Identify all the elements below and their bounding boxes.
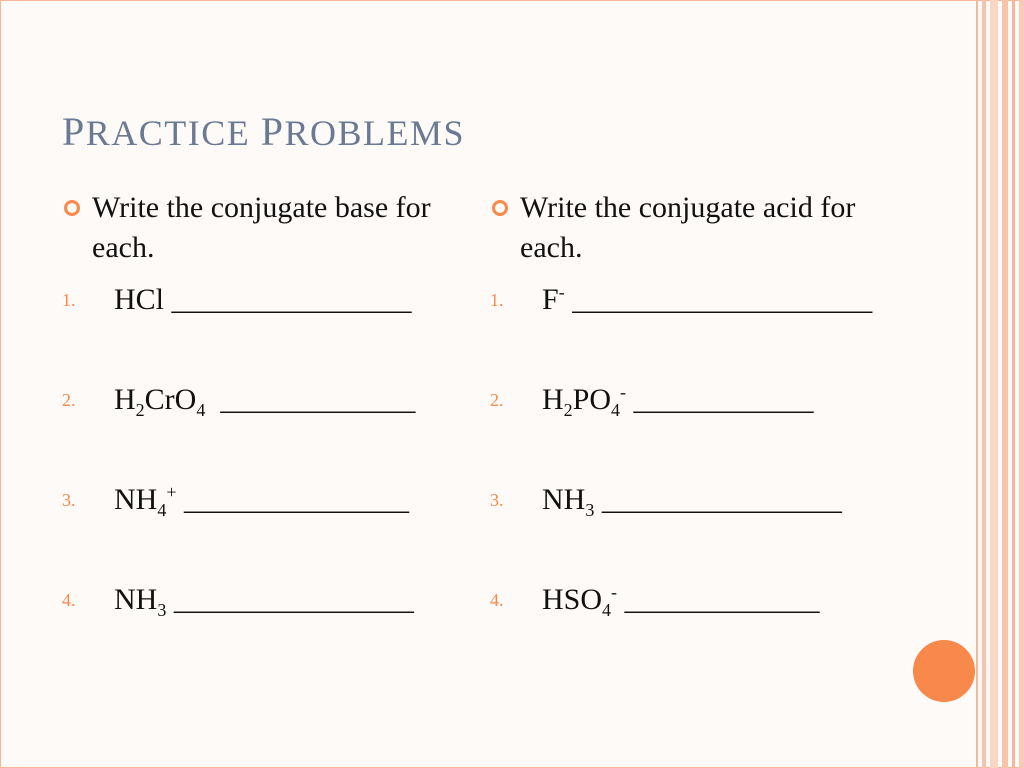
formula-subscript: 3 — [157, 600, 167, 620]
formula-subscript: 2 — [563, 400, 573, 420]
answer-blank: ____________________ — [572, 283, 873, 316]
formula-superscript: - — [620, 382, 627, 402]
title-word: ROBLEMS — [284, 113, 466, 153]
bullet-icon — [492, 200, 508, 216]
formula-subscript: 4 — [602, 600, 612, 620]
slide-title — [62, 108, 465, 155]
decorative-stripe — [982, 0, 986, 768]
item-number: 1. — [62, 290, 76, 310]
formula-subscript: 3 — [585, 500, 595, 520]
formula-superscript: - — [558, 282, 565, 302]
item-number: 3. — [490, 490, 504, 510]
decorative-stripe — [1019, 0, 1024, 768]
item-number: 2. — [62, 390, 76, 410]
formula — [114, 280, 412, 320]
formula-text: H — [542, 383, 564, 416]
frame-border-left — [0, 0, 1, 768]
answer-blank: ________________ — [601, 483, 842, 516]
decorative-stripe — [1012, 0, 1015, 768]
formula — [542, 580, 820, 620]
left-column — [62, 188, 462, 620]
item-number: 2. — [490, 390, 504, 410]
formula-text: NH — [114, 483, 158, 516]
formula-superscript: - — [611, 582, 618, 602]
title-initial: P — [260, 109, 285, 154]
formula-text: HCl — [114, 283, 165, 316]
title-initial: P — [62, 109, 86, 154]
decorative-stripe — [990, 0, 998, 768]
formula — [542, 380, 814, 420]
answer-blank: ________________ — [173, 583, 414, 616]
decorative-circle — [913, 640, 975, 702]
formula-subscript: 2 — [135, 400, 145, 420]
answer-blank: _____________ — [624, 583, 820, 616]
formula-text: HSO — [542, 583, 603, 616]
bullet-icon — [64, 200, 80, 216]
formula-subscript: 4 — [157, 500, 167, 520]
answer-blank: ________________ — [171, 283, 412, 316]
answer-blank: _____________ — [220, 383, 416, 416]
answer-blank: _______________ — [184, 483, 409, 516]
title-word: RACTICE — [85, 113, 261, 153]
item-number: 3. — [62, 490, 76, 510]
formula-text: PO — [572, 383, 612, 416]
answer-blank: ____________ — [633, 383, 814, 416]
formula — [542, 280, 872, 320]
formula-text: CrO — [144, 383, 197, 416]
decorative-stripe — [976, 0, 978, 768]
formula-text: NH — [542, 483, 586, 516]
formula — [114, 380, 415, 420]
formula — [542, 480, 842, 520]
item-number: 4. — [490, 590, 504, 610]
formula-text: NH — [114, 583, 158, 616]
right-prompt — [490, 188, 910, 268]
formula-text: F — [542, 283, 559, 316]
decorative-stripe — [1002, 0, 1008, 768]
item-number: 1. — [490, 290, 504, 310]
formula-subscript: 4 — [196, 400, 206, 420]
right-column — [490, 188, 910, 620]
right-prompt-text: Write the conjugate acid for each. — [520, 191, 856, 264]
formula-subscript: 4 — [611, 400, 621, 420]
frame-border-top — [0, 0, 1024, 1]
formula — [114, 480, 409, 520]
item-number: 4. — [62, 590, 76, 610]
formula-text: H — [114, 383, 136, 416]
formula-superscript: + — [166, 482, 177, 502]
left-prompt — [62, 188, 462, 268]
left-prompt-text: Write the conjugate base for each. — [92, 191, 431, 264]
formula — [114, 580, 414, 620]
